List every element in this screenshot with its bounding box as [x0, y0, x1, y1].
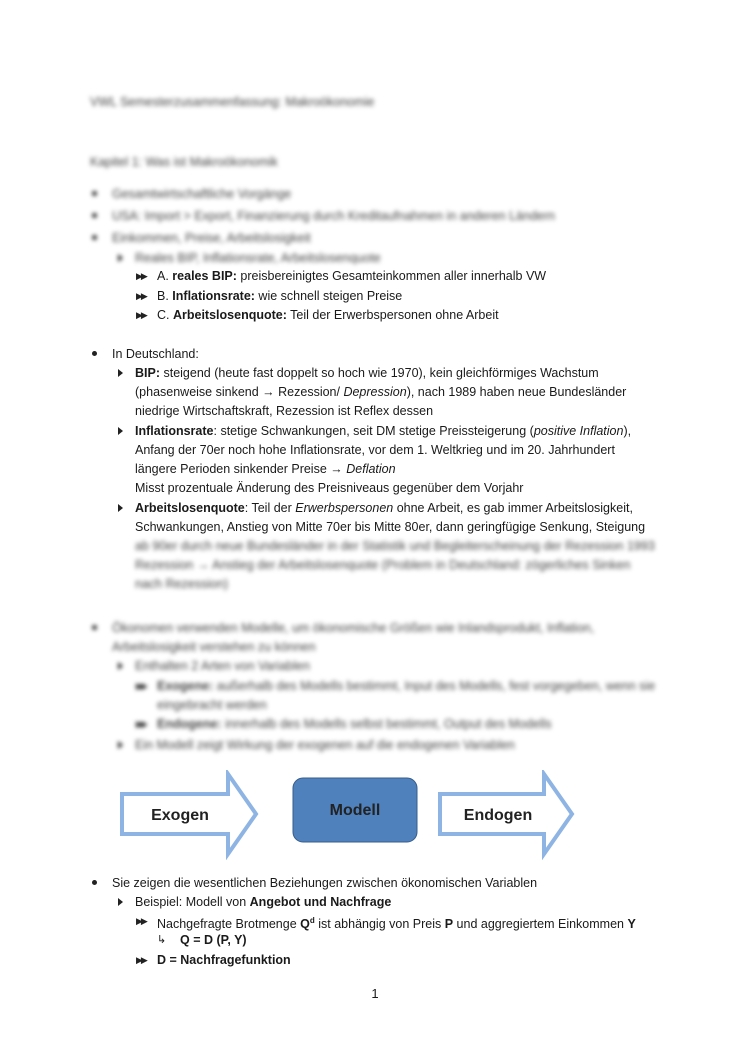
double-triangle-icon: ▶▶	[136, 291, 146, 301]
exogen-label: Exogen	[151, 807, 209, 824]
unemployment-line: Rezession → Anstieg der Arbeitslosenquote (Problem in Deutschland: zögerliches Sinken	[135, 558, 631, 572]
inflation-line: Misst prozentuale Änderung des Preisniveaus gegenüber dem Vorjahr	[135, 481, 524, 495]
bullet-dot	[92, 191, 97, 196]
bip-line: niedrige Wirtschaftskraft, Rezession ist Reflex dessen	[135, 404, 434, 418]
bullet-dot	[92, 213, 97, 218]
double-triangle-icon: ▶▶	[136, 310, 146, 320]
models-sub: Enthalten 2 Arten von Variablen	[135, 659, 310, 673]
models-sub: Ein Modell zeigt Wirkung der exogenen auf die endogenen Variablen	[135, 738, 515, 752]
intro-bullet: Einkommen, Preise, Arbeitslosigkeit	[112, 231, 311, 245]
triangle-bullet-icon	[118, 741, 123, 749]
page-number: 1	[371, 986, 379, 1001]
example-line: Beispiel: Modell von Angebot und Nachfrage	[135, 895, 392, 909]
model-label: Modell	[329, 802, 381, 819]
inflation-line: Anfang der 70er noch hohe Inflationsrate, vor dem 1. Weltkrieg und im 20. Jahrhundert	[135, 443, 615, 457]
exogenous-def: eingebracht werden	[157, 698, 267, 712]
demand-line: Nachgefragte Brotmenge $Q^d$ ist abhängig von Preis P und aggregiertem Einkommen Y	[157, 916, 636, 932]
document-title: VWL Semesterzusammenfassung: Makroökonomie	[90, 95, 375, 109]
bullet-dot	[92, 351, 97, 356]
double-triangle-icon: ▶▶	[136, 719, 146, 729]
endogenous-def: Endogene: innerhalb des Modells selbst bestimmt, Output des Modells	[157, 717, 552, 731]
unemployment-line: ab 90er durch neue Bundesländer in der Statistik und Begleiterscheinung der Rezession 1993	[135, 539, 655, 553]
inflation-line: längere Perioden sinkender Preise → Deflation	[135, 462, 396, 476]
chapter-heading: Kapitel 1: Was ist Makroökonomik	[90, 155, 278, 169]
definition-item: B. Inflationsrate: wie schnell steigen Preise	[157, 289, 403, 303]
exogen-arrow	[122, 774, 256, 854]
demand-function: D = Nachfragefunktion	[157, 953, 291, 967]
triangle-bullet-icon	[118, 504, 123, 512]
bullet-dot	[92, 625, 97, 630]
formula: Q = D (P, Y)	[180, 933, 247, 947]
double-triangle-icon: ▶▶	[136, 916, 146, 926]
unemployment-line: Arbeitslosenquote: Teil der Erwerbspersonen ohne Arbeit, es gab immer Arbeitslosigkeit,	[135, 501, 633, 515]
triangle-bullet-icon	[118, 898, 123, 906]
bullet-dot	[92, 235, 97, 240]
triangle-bullet-icon	[118, 369, 123, 377]
triangle-bullet-icon	[118, 254, 123, 262]
definition-item: C. Arbeitslosenquote: Teil der Erwerbspersonen ohne Arbeit	[157, 308, 499, 322]
triangle-bullet-icon	[118, 427, 123, 435]
endogen-label: Endogen	[463, 807, 533, 824]
models-bullet: Arbeitslosigkeit verstehen zu können	[112, 640, 316, 654]
double-triangle-icon: ▶▶	[136, 681, 146, 691]
sub-bullet: Reales BIP, Inflationsrate, Arbeitslosenquote	[135, 251, 381, 265]
model-box	[293, 778, 417, 842]
models-bullet: Ökonomen verwenden Modelle, um ökonomische Größen wie Inlandsprodukt, Inflation,	[112, 621, 595, 635]
germany-heading: In Deutschland:	[112, 347, 199, 361]
triangle-bullet-icon	[118, 662, 123, 670]
unemployment-line: Schwankungen, Anstieg von Mitte 70er bis Mitte 80er, dann geringfügige Senkung, Steigung	[135, 520, 646, 534]
inflation-line: Inflationsrate: stetige Schwankungen, seit DM stetige Preissteigerung (positive Inflation),	[135, 424, 632, 438]
double-triangle-icon: ▶▶	[136, 271, 146, 281]
unemployment-line: nach Rezession)	[135, 577, 229, 591]
bullet-dot	[92, 880, 97, 885]
endogen-arrow	[440, 774, 572, 854]
bip-line: (phasenweise sinkend → Rezession/ Depression), nach 1989 haben neue Bundesländer	[135, 385, 627, 399]
definition-item: A. reales BIP: preisbereinigtes Gesamteinkommen aller innerhalb VW	[157, 269, 547, 283]
model-diagram	[118, 770, 598, 860]
intro-bullet: Gesamtwirtschaftliche Vorgänge	[112, 187, 292, 201]
double-triangle-icon: ▶▶	[136, 955, 146, 965]
bip-line: BIP: steigend (heute fast doppelt so hoch wie 1970), kein gleichförmiges Wachstum	[135, 366, 599, 380]
hook-arrow-icon: ↳	[157, 934, 167, 946]
intro-bullet: USA: Import > Export, Finanzierung durch Kreditaufnahmen in anderen Ländern	[112, 209, 555, 223]
exogenous-def: Exogene: außerhalb des Modells bestimmt, Input des Modells, fest vorgegeben, wenn sie	[157, 679, 656, 693]
relations-bullet: Sie zeigen die wesentlichen Beziehungen zwischen ökonomischen Variablen	[112, 876, 538, 890]
